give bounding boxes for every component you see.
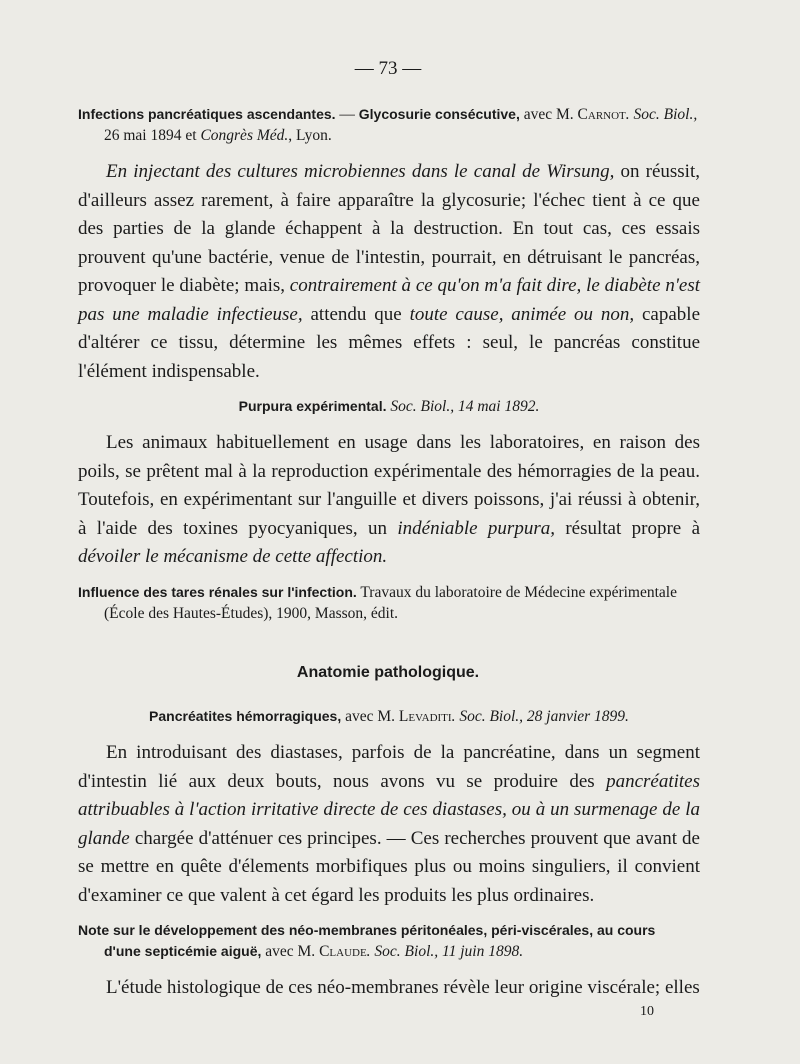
entry-pancreatites [78, 706, 700, 910]
entry-author: Carnot [577, 106, 626, 123]
entry-heading [78, 920, 700, 962]
entry-title: Pancréatites hémorragiques, [149, 708, 342, 724]
text-italic: pancréatites attribuables à l'action irritative directe de ces diastases, ou à un surmenage de la glande [78, 770, 700, 849]
entry-paragraph [78, 974, 700, 1003]
entry-date: 26 mai 1894 et [104, 127, 201, 144]
text-run: En introduisant des diastases, parfois de la pancréatine, dans un segment d'intestin lié aux deux bouts, nous avons vu se produire des [78, 742, 700, 792]
entry-dash: — [335, 106, 359, 123]
entry-heading [78, 104, 700, 146]
entry-neo-membranes [78, 920, 700, 1003]
text-run: capable d'altérer ce tissu, détermine les mêmes effets : seul, le pancréas constitue l'élément indispensable. [78, 303, 701, 382]
entry-heading [78, 706, 700, 727]
entry-ref: . Soc. Biol., [625, 106, 698, 123]
entry-ref: . Soc. Biol., 11 juin 1898. [366, 943, 524, 960]
text-run: on réussit, d'ailleurs assez rarement, à faire apparaître la glycosurie; l'échec tient à ce que des parties de la glande échappent à la destruction. En tout cas, ces essais prouvent qu'une bactérie, venue de l'intestin, pourrait, en détruisant le pancréas, provoquer le diabète; mais, [78, 161, 700, 296]
entry-heading [78, 396, 700, 417]
text-run: résultat propre à [554, 517, 701, 539]
entry-title: Purpura expérimental. [238, 398, 387, 414]
page-number: — 73 — [354, 58, 422, 79]
entry-purpura [78, 396, 700, 572]
entry-ref: Soc. Biol., 14 mai 1892. [386, 398, 540, 415]
entry-title-2: d'une septicémie aiguë, [104, 943, 262, 959]
entry-infections-pancreatiques [78, 104, 700, 386]
entry-with: avec M. [341, 708, 399, 725]
entry-title: Infections pancréatiques ascendantes. [78, 106, 336, 122]
entry-with: avec M. [519, 106, 578, 123]
entry-paragraph [78, 158, 700, 386]
entry-author: Levaditi [398, 708, 452, 725]
entry-publisher: (École des Hautes-Études), 1900, Masson, édit. [104, 605, 399, 622]
text-italic: En injectant des cultures microbiennes dans le canal de Wirsung, [106, 161, 615, 182]
text-run: L'étude histologique de ces néo-membranes révèle leur origine viscérale; elles [106, 977, 700, 998]
entry-with: avec M. [261, 943, 320, 960]
entry-author: Claude [319, 943, 367, 960]
text-italic: indéniable purpura, [397, 517, 555, 539]
text-run: Les animaux habituellement en usage dans les laboratoires, en raison des poils, se prêtent mal à la reproduction expérimentale des hémorragies de la peau. Toutefois, en expérimentant sur l'anguille et divers poissons, j'ai réussi à obtenir, à l'aide des toxines pyocyaniques, un [78, 432, 700, 539]
section-title: Anatomie pathologique. [296, 664, 480, 681]
entry-paragraph [78, 429, 700, 572]
text-run: chargée d'atténuer ces principes. — Ces recherches prouvent que avant de se mettre en quête d'élements morbifiques plus ou moins singuliers, il convient d'examiner ce que valent à cet égard les produits les plus ordinaires. [78, 827, 700, 906]
entry-title-2: Glycosurie consécutive, [358, 106, 520, 122]
text-italic: toute cause, animée ou non, [409, 303, 635, 325]
entry-city: , Lyon. [288, 127, 332, 144]
entry-ref: Travaux du laboratoire de Médecine expérimentale [356, 584, 677, 601]
entry-paragraph [78, 739, 700, 910]
entry-ref: . Soc. Biol., 28 janvier 1899. [451, 708, 629, 725]
text-italic: dévoiler le mécanisme de cette affection. [78, 546, 388, 567]
entry-influence-tares [78, 582, 700, 624]
signature-mark: 10 [640, 1004, 654, 1019]
entry-title: Influence des tares rénales sur l'infection. [78, 584, 357, 600]
entry-heading [78, 582, 700, 624]
entry-congress: Congrès Méd. [200, 127, 289, 144]
text-run: attendu que [302, 303, 410, 325]
entry-title: Note sur le développement des néo-membranes péritonéales, péri-viscérales, au cours [78, 922, 656, 938]
text-italic: contrairement à ce qu'on m'a fait dire, le diabète n'est pas une maladie infectieuse, [78, 275, 700, 325]
